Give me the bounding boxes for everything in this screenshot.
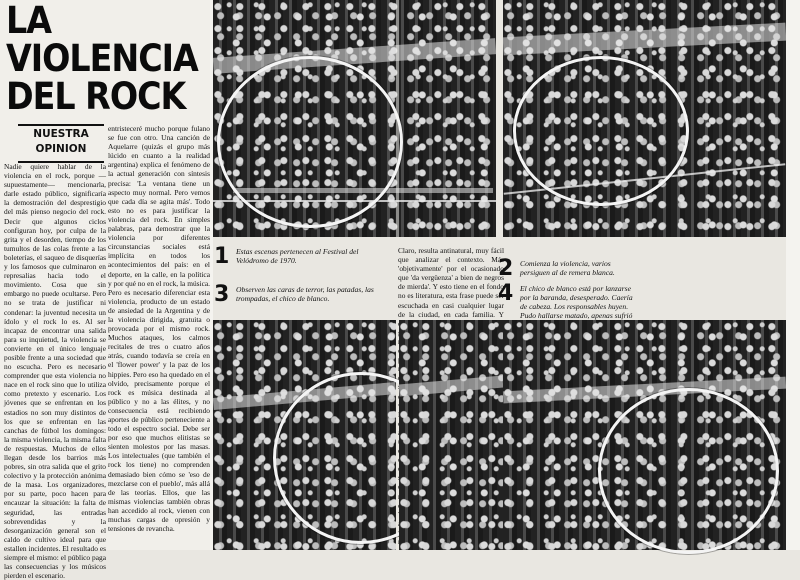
caption-3 xyxy=(214,284,394,324)
caption-text: Comienza la violencia, varios persiguen al de remera blanca. xyxy=(520,259,615,277)
photo-3-continuation xyxy=(399,320,503,550)
article-text-column xyxy=(0,0,211,580)
body-column-1 xyxy=(4,162,106,580)
opinion-box-title: NUESTRA OPINION xyxy=(18,124,104,163)
caption-number: 1 xyxy=(214,244,230,269)
photo-4 xyxy=(503,320,786,550)
photo-1 xyxy=(213,0,496,237)
photo-3 xyxy=(213,320,396,550)
highlight-circle xyxy=(513,56,689,206)
body-text-1: Nadie quiere hablar de la violencia en el rock, porque —supuestamente— mencionarla, darle estado público, significaría la demostración del desprestigio del más pienso negocio del rock. Decir que algunos ciclos configuran hoy, por culpa de la grita y el desorden, tiempo de los tumultos de las colas frente a las boleterías, el saqueo de disquerías y los famosos que culminaron en represalias hacia todo el movimiento. Cosa que sin embargo no puede ocultarse. Pero no se trata de justificar ni condenar: la juventud necesita un ídolo y el rock lo es. Al ser incapaz de encontrar una salida para su inquietud, la violencia se convierte en el único lenguaje posible frente a una sociedad que no escucha. Pero es necesario comprender que esta violencia no nace en el rock sino que lo utiliza como pretexto y escenario. Los jóvenes que se enfrentan en los estadios no son muy distintos de los que se enfrentan en las canchas de fútbol los domingos: la misma violencia, la misma falta de respuestas. Muchos de ellos llegan desde los barrios más pobres, sin otra salida que el grito colectivo y la protección anónima de la masa. Los organizadores, por su parte, poco hacen para encauzar la situación: la falta de seguridad, las entradas sobrevendidas y la desorganización general son el caldo de cultivo ideal para que estallen incidentes. El resultado es siempre el mismo: el público paga las consecuencias y los músicos pierden el escenario. xyxy=(4,162,106,580)
fold-line xyxy=(396,0,399,237)
caption-text: Estas escenas pertenecen al Festival del Velódromo de 1970. xyxy=(236,247,359,265)
highlight-circle xyxy=(598,388,779,554)
caption-number: 4 xyxy=(498,281,514,306)
caption-number: 2 xyxy=(498,256,514,281)
caption-text: El chico de blanco está por lanzarse por la baranda, desesperado. Caería de cabeza. Los responsables huyen. Pudo hallarse matado, apenas sufrió xyxy=(520,284,633,320)
body-text-2: entristeceré mucho porque fulano se fue con otro. Una canción de Aquelarre (quizás el grupo más lúcido en cuanto a la realidad argentina) explica el fenómeno de la actual generación con síntesis precisa: 'La ventana tiene un aspecto muy normal. Pero vemos que cada día se agita más'. Todo esto no es para justificar la violencia del rock. En simples palabras, para demostrar que la violencia por diferentes circunstancias sociales está implícita en todos los acontecimientos del país: en el deporte, en la calle, en la política y por qué no en el rock, la música. Pero es necesario diferenciar esta violencia, producto de un estado de ansiedad de la Argentina y de la violencia dirigida, gratuita o provocada por el mismo rock. Muchos ataques, los calmos recitales de tres o cuatro años atrás, cuando todavía se creía en el 'flower power' y la paz de los hippies. Pero eso ha quedado en el olvido, precisamente porque el rock es música destinada al público y no a las élites, y no consecuencia está recibiendo aportes de público perteneciente a todo el espectro social. Debe ser por eso que muchos elitistas se sienten molestos por las masas. Los intelectuales (que también el rock los tiene) no comprenden demasiado bien cómo se 'eso de mezclarse con el pueblo', más allá de las teorías. Ellos, que las mismas violencias también obras han accedido al rock, vienen con muchas cargas de opresión y tensiones de revancha. xyxy=(108,124,211,534)
body-column-2 xyxy=(108,124,210,547)
highlight-circle xyxy=(217,56,403,228)
photo-2 xyxy=(503,0,786,237)
page-edge xyxy=(786,0,800,550)
caption-number: 3 xyxy=(214,282,230,307)
caption-text: Observen las caras de terror, las patadas, las trompadas, el chico de blanco. xyxy=(236,285,374,303)
caption-1 xyxy=(214,246,394,286)
article-headline: LA VIOLENCIA DEL ROCK xyxy=(6,0,198,118)
body-text-3: Claro, resulta antinatural, muy fácil que analizar el contexto. Más 'objetivamente' por el ocasionado que 'da vergüenza' a bien de negros de mierda'. Y esto tiene en el fondo no es literatura, esta frase puede ser escuchada en casi cualquier lugar de la ciudad, en cada familia. Y xyxy=(398,246,504,319)
